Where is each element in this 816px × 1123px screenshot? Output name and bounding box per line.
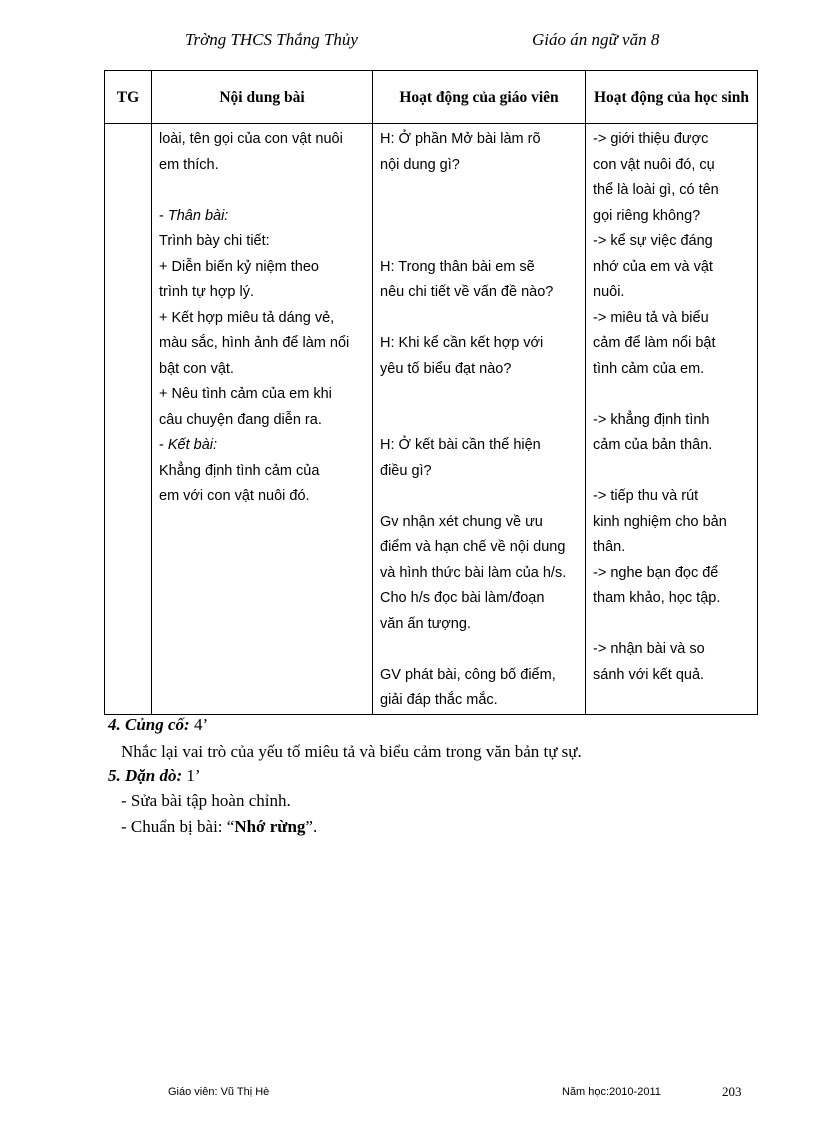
cell-line: nêu chi tiết về vấn đề nào? (380, 284, 554, 300)
cell-line (380, 484, 579, 510)
cell-line: màu sắc, hình ảnh để làm nổi (159, 335, 350, 351)
cell-line: + Diễn biến kỷ niệm theo (159, 258, 319, 275)
footer-school-year: Năm học:2010-2011 (562, 1086, 661, 1098)
cell-line (380, 204, 579, 230)
cell-line: Gv nhận xét chung về ưu (380, 513, 543, 530)
header-school: Trờng THCS Thắng Thủy (185, 30, 358, 49)
cell-line: giải đáp thắc mắc. (380, 692, 498, 708)
consolidation-heading: 4. Củng cố: (108, 715, 190, 734)
cell-line: yêu tố biểu đạt nào? (380, 360, 512, 377)
cell-line: trình tự hợp lý. (159, 284, 254, 300)
cell-line: nuôi. (593, 284, 625, 300)
cell-line: + Nêu tình cảm của em khi (159, 386, 332, 402)
homework-item-2-prefix: - Chuẩn bị bài: “ (121, 817, 235, 836)
cell-line: câu chuyện đang diễn ra. (159, 411, 322, 428)
cell-line: Trình bày chi tiết: (159, 233, 270, 249)
cell-line: nội dung gì? (380, 156, 460, 173)
cell-line: tham khảo, học tập. (593, 590, 721, 606)
table-header-row (105, 71, 758, 124)
cell-line: cảm của bản thân. (593, 437, 713, 453)
homework-time: 1’ (182, 766, 201, 785)
student-cell (586, 124, 758, 715)
col-header-student (586, 71, 758, 124)
cell-line: Khẳng định tình cảm của (159, 462, 320, 479)
cell-line: -> miêu tả và biểu (593, 309, 709, 326)
header-subject: Giáo án ngữ văn 8 (532, 30, 660, 49)
tg-cell (105, 124, 152, 715)
cell-line (380, 637, 579, 663)
consolidation-time: 4’ (189, 715, 209, 734)
cell-line: thể là loài gì, có tên (593, 182, 719, 198)
section-label: Kết bài: (167, 437, 218, 453)
cell-line: H: Ở phần Mở bài làm rõ (380, 131, 541, 147)
consolidation-heading-line (108, 713, 208, 737)
footer-teacher: Giáo viên: Vũ Thị Hè (168, 1086, 270, 1098)
cell-line: sánh với kết quả. (593, 666, 705, 683)
cell-line (380, 229, 579, 255)
cell-line (380, 178, 579, 204)
homework-heading: 5. Dặn dò: (108, 766, 183, 785)
teacher-cell (373, 124, 586, 715)
cell-line: -> giới thiệu được (593, 131, 709, 147)
cell-line: và hình thức bài làm của h/s. (380, 564, 567, 581)
cell-line (593, 459, 751, 485)
cell-line: em với con vật nuôi đó. (159, 488, 310, 504)
cell-line: kinh nghiệm cho bản (593, 513, 727, 530)
lesson-table (104, 70, 758, 715)
cell-line: điểm và hạn chế về nội dung (380, 539, 566, 555)
cell-line: gọi riêng không? (593, 207, 701, 224)
homework-heading-line (108, 764, 201, 788)
col-header-tg: TG (105, 71, 152, 124)
cell-line: H: Ở kết bài cần thể hiện (380, 437, 541, 453)
table-row (105, 124, 758, 715)
col-header-student-line2: học sinh (694, 88, 750, 106)
col-header-content: Nội dung bài (152, 71, 373, 124)
cell-line: Cho h/s đọc bài làm/đoạn (380, 590, 545, 606)
cell-line: GV phát bài, công bố điểm, (380, 666, 556, 683)
cell-line (380, 306, 579, 332)
homework-item-2 (121, 815, 317, 839)
cell-line (593, 612, 751, 638)
cell-line: tình cảm của em. (593, 360, 705, 377)
footer-page-number: 203 (722, 1084, 742, 1099)
cell-line: bật con vật. (159, 360, 234, 377)
col-header-teacher-line1: Hoạt động của (399, 88, 496, 106)
cell-line: -> nghe bạn đọc để (593, 564, 719, 581)
cell-line (380, 408, 579, 434)
col-header-student-line1: Hoạt động của (593, 88, 691, 106)
cell-line (593, 382, 751, 408)
cell-line: + Kết hợp miêu tả dáng vẻ, (159, 309, 335, 326)
cell-line: H: Trong thân bài em sẽ (380, 258, 535, 275)
cell-line: -> kể sự việc đáng (593, 233, 713, 249)
homework-item-1: - Sửa bài tập hoàn chỉnh. (121, 791, 291, 810)
col-header-teacher (373, 71, 586, 124)
cell-line: cảm để làm nổi bật (593, 335, 716, 351)
cell-line: - Kết bài: (159, 437, 218, 453)
cell-line: con vật nuôi đó, cụ (593, 156, 715, 173)
cell-line: văn ấn tượng. (380, 615, 471, 632)
cell-line: -> khẳng định tình (593, 411, 710, 428)
homework-item-2-suffix: ”. (305, 817, 318, 836)
cell-line: loài, tên gọi của con vật nuôi (159, 131, 343, 147)
consolidation-text: Nhắc lại vai trò của yếu tố miêu tả và biểu cảm trong văn bản tự sự. (121, 742, 582, 761)
cell-line: em thích. (159, 156, 219, 173)
section-label: Thân bài: (167, 207, 229, 224)
cell-line: -> nhận bài và so (593, 641, 705, 657)
cell-line (159, 178, 366, 204)
cell-line (380, 382, 579, 408)
cell-line: nhớ của em và vật (593, 258, 713, 275)
cell-line: -> tiếp thu và rút (593, 488, 699, 504)
homework-item-2-title: Nhớ rừng (234, 817, 306, 836)
cell-line: thân. (593, 539, 626, 555)
cell-line: điều gì? (380, 462, 432, 479)
cell-line: - Thân bài: (159, 207, 229, 224)
col-header-teacher-line2: giáo viên (499, 88, 559, 106)
content-cell (152, 124, 373, 715)
cell-line: H: Khi kể cần kết hợp với (380, 335, 544, 351)
